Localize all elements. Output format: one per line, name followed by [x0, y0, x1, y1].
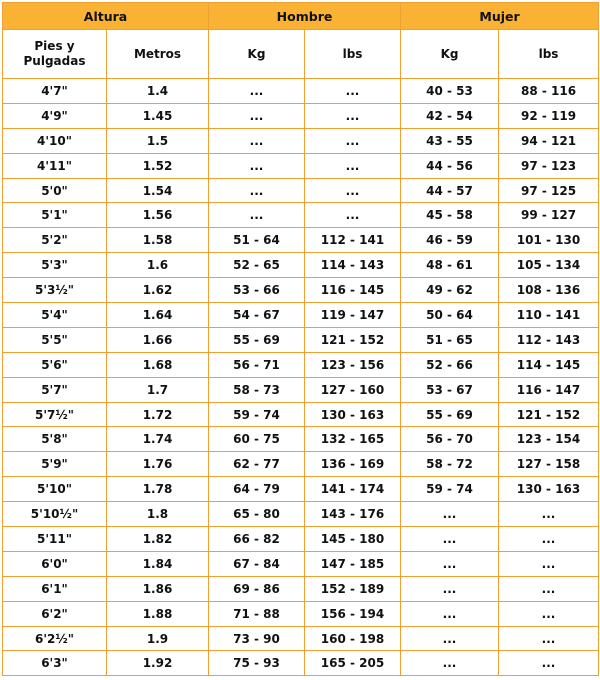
- table-row: [3, 303, 599, 328]
- table-row: [3, 79, 599, 104]
- mujer-kg-cell: ...: [401, 527, 499, 552]
- hombre-lbs-cell: 119 - 147: [305, 303, 401, 328]
- hombre-kg-cell: 65 - 80: [209, 502, 305, 527]
- metros-cell: 1.5: [107, 128, 209, 153]
- pies-cell: 6'2": [3, 601, 107, 626]
- mujer-lbs-cell: ...: [499, 576, 599, 601]
- pies-cell: 5'1": [3, 203, 107, 228]
- table-row: [3, 103, 599, 128]
- table-row: [3, 278, 599, 303]
- hombre-lbs-cell: ...: [305, 203, 401, 228]
- hombre-kg-cell: ...: [209, 79, 305, 104]
- metros-cell: 1.7: [107, 377, 209, 402]
- mujer-lbs-cell: 130 - 163: [499, 477, 599, 502]
- mujer-kg-cell: 48 - 61: [401, 253, 499, 278]
- pies-cell: 6'1": [3, 576, 107, 601]
- pies-cell: 4'7": [3, 79, 107, 104]
- hombre-lbs-cell: 165 - 205: [305, 651, 401, 676]
- table-row: [3, 477, 599, 502]
- hombre-lbs-cell: 123 - 156: [305, 352, 401, 377]
- mujer-lbs-cell: 101 - 130: [499, 228, 599, 253]
- hombre-kg-cell: 60 - 75: [209, 427, 305, 452]
- mujer-lbs-cell: 110 - 141: [499, 303, 599, 328]
- pies-cell: 5'6": [3, 352, 107, 377]
- mujer-lbs-cell: ...: [499, 601, 599, 626]
- hombre-lbs-cell: ...: [305, 103, 401, 128]
- mujer-lbs-cell: 88 - 116: [499, 79, 599, 104]
- hombre-lbs-cell: 127 - 160: [305, 377, 401, 402]
- mujer-lbs-cell: 121 - 152: [499, 402, 599, 427]
- table-row: [3, 502, 599, 527]
- hombre-lbs-cell: ...: [305, 128, 401, 153]
- table-row: [3, 452, 599, 477]
- table-row: [3, 203, 599, 228]
- hombre-kg-cell: 55 - 69: [209, 327, 305, 352]
- group-header-row: [3, 3, 599, 30]
- metros-cell: 1.52: [107, 153, 209, 178]
- mujer-lbs-cell: 116 - 147: [499, 377, 599, 402]
- hombre-kg-cell: 73 - 90: [209, 626, 305, 651]
- hombre-lbs-header: lbs: [305, 30, 401, 79]
- hombre-lbs-cell: ...: [305, 178, 401, 203]
- pies-cell: 6'3": [3, 651, 107, 676]
- pies-cell: 4'11": [3, 153, 107, 178]
- mujer-lbs-cell: 92 - 119: [499, 103, 599, 128]
- hombre-lbs-cell: 114 - 143: [305, 253, 401, 278]
- table-row: [3, 228, 599, 253]
- mujer-kg-cell: 44 - 57: [401, 178, 499, 203]
- table-row: [3, 128, 599, 153]
- mujer-lbs-cell: 99 - 127: [499, 203, 599, 228]
- hombre-lbs-cell: 136 - 169: [305, 452, 401, 477]
- mujer-kg-cell: 53 - 67: [401, 377, 499, 402]
- pies-cell: 5'3": [3, 253, 107, 278]
- table-row: [3, 527, 599, 552]
- mujer-kg-cell: ...: [401, 651, 499, 676]
- metros-cell: 1.76: [107, 452, 209, 477]
- mujer-kg-header: Kg: [401, 30, 499, 79]
- table-row: [3, 153, 599, 178]
- table-row: [3, 427, 599, 452]
- table-row: [3, 352, 599, 377]
- metros-cell: 1.74: [107, 427, 209, 452]
- table-row: [3, 601, 599, 626]
- hombre-kg-cell: 54 - 67: [209, 303, 305, 328]
- metros-cell: 1.6: [107, 253, 209, 278]
- mujer-lbs-cell: ...: [499, 651, 599, 676]
- hombre-kg-cell: 59 - 74: [209, 402, 305, 427]
- hombre-kg-cell: ...: [209, 203, 305, 228]
- mujer-kg-cell: 42 - 54: [401, 103, 499, 128]
- hombre-kg-cell: ...: [209, 103, 305, 128]
- metros-cell: 1.84: [107, 551, 209, 576]
- mujer-kg-cell: 58 - 72: [401, 452, 499, 477]
- mujer-lbs-cell: 97 - 123: [499, 153, 599, 178]
- pies-cell: 5'10½": [3, 502, 107, 527]
- pies-cell: 4'9": [3, 103, 107, 128]
- hombre-lbs-cell: 160 - 198: [305, 626, 401, 651]
- mujer-lbs-cell: 123 - 154: [499, 427, 599, 452]
- metros-cell: 1.56: [107, 203, 209, 228]
- hombre-kg-cell: ...: [209, 178, 305, 203]
- metros-cell: 1.92: [107, 651, 209, 676]
- hombre-lbs-cell: 152 - 189: [305, 576, 401, 601]
- hombre-lbs-cell: ...: [305, 153, 401, 178]
- hombre-kg-header: Kg: [209, 30, 305, 79]
- hombre-lbs-cell: ...: [305, 79, 401, 104]
- hombre-kg-cell: 75 - 93: [209, 651, 305, 676]
- mujer-kg-cell: ...: [401, 502, 499, 527]
- table-row: [3, 253, 599, 278]
- pies-header: Pies y Pulgadas: [3, 30, 107, 79]
- mujer-kg-cell: ...: [401, 576, 499, 601]
- pies-cell: 5'9": [3, 452, 107, 477]
- mujer-kg-cell: ...: [401, 626, 499, 651]
- altura-header: Altura: [3, 3, 209, 30]
- metros-cell: 1.62: [107, 278, 209, 303]
- hombre-lbs-cell: 121 - 152: [305, 327, 401, 352]
- mujer-lbs-cell: 105 - 134: [499, 253, 599, 278]
- pies-cell: 5'5": [3, 327, 107, 352]
- pies-cell: 5'3½": [3, 278, 107, 303]
- hombre-kg-cell: 67 - 84: [209, 551, 305, 576]
- table-body: [3, 79, 599, 676]
- mujer-lbs-cell: ...: [499, 551, 599, 576]
- table-row: [3, 651, 599, 676]
- pies-cell: 5'10": [3, 477, 107, 502]
- metros-cell: 1.68: [107, 352, 209, 377]
- hombre-lbs-cell: 143 - 176: [305, 502, 401, 527]
- metros-cell: 1.82: [107, 527, 209, 552]
- metros-cell: 1.4: [107, 79, 209, 104]
- hombre-kg-cell: 66 - 82: [209, 527, 305, 552]
- pies-cell: 5'4": [3, 303, 107, 328]
- hombre-lbs-cell: 147 - 185: [305, 551, 401, 576]
- mujer-lbs-cell: ...: [499, 502, 599, 527]
- mujer-lbs-header: lbs: [499, 30, 599, 79]
- table-row: [3, 551, 599, 576]
- pies-cell: 5'7½": [3, 402, 107, 427]
- metros-cell: 1.78: [107, 477, 209, 502]
- mujer-lbs-cell: 127 - 158: [499, 452, 599, 477]
- mujer-kg-cell: 49 - 62: [401, 278, 499, 303]
- hombre-lbs-cell: 145 - 180: [305, 527, 401, 552]
- mujer-kg-cell: 52 - 66: [401, 352, 499, 377]
- hombre-kg-cell: ...: [209, 153, 305, 178]
- pies-cell: 5'0": [3, 178, 107, 203]
- hombre-lbs-cell: 130 - 163: [305, 402, 401, 427]
- hombre-lbs-cell: 116 - 145: [305, 278, 401, 303]
- mujer-lbs-cell: 97 - 125: [499, 178, 599, 203]
- mujer-lbs-cell: ...: [499, 626, 599, 651]
- mujer-kg-cell: 56 - 70: [401, 427, 499, 452]
- mujer-kg-cell: ...: [401, 601, 499, 626]
- mujer-kg-cell: 59 - 74: [401, 477, 499, 502]
- hombre-kg-cell: 56 - 71: [209, 352, 305, 377]
- table-row: [3, 327, 599, 352]
- hombre-kg-cell: 52 - 65: [209, 253, 305, 278]
- table-row: [3, 377, 599, 402]
- table-row: [3, 576, 599, 601]
- hombre-header: Hombre: [209, 3, 401, 30]
- metros-header: Metros: [107, 30, 209, 79]
- hombre-kg-cell: 62 - 77: [209, 452, 305, 477]
- metros-cell: 1.9: [107, 626, 209, 651]
- mujer-lbs-cell: 108 - 136: [499, 278, 599, 303]
- hombre-kg-cell: 64 - 79: [209, 477, 305, 502]
- height-weight-table: [2, 2, 599, 676]
- mujer-lbs-cell: 94 - 121: [499, 128, 599, 153]
- table-row: [3, 626, 599, 651]
- metros-cell: 1.86: [107, 576, 209, 601]
- mujer-kg-cell: 51 - 65: [401, 327, 499, 352]
- metros-cell: 1.66: [107, 327, 209, 352]
- mujer-kg-cell: 43 - 55: [401, 128, 499, 153]
- pies-cell: 5'2": [3, 228, 107, 253]
- metros-cell: 1.45: [107, 103, 209, 128]
- pies-cell: 5'8": [3, 427, 107, 452]
- hombre-lbs-cell: 132 - 165: [305, 427, 401, 452]
- mujer-lbs-cell: ...: [499, 527, 599, 552]
- metros-cell: 1.64: [107, 303, 209, 328]
- pies-cell: 4'10": [3, 128, 107, 153]
- mujer-kg-cell: ...: [401, 551, 499, 576]
- metros-cell: 1.58: [107, 228, 209, 253]
- table-row: [3, 402, 599, 427]
- hombre-kg-cell: 69 - 86: [209, 576, 305, 601]
- mujer-kg-cell: 55 - 69: [401, 402, 499, 427]
- mujer-kg-cell: 45 - 58: [401, 203, 499, 228]
- mujer-header: Mujer: [401, 3, 599, 30]
- hombre-kg-cell: 58 - 73: [209, 377, 305, 402]
- pies-cell: 5'7": [3, 377, 107, 402]
- hombre-kg-cell: 53 - 66: [209, 278, 305, 303]
- pies-cell: 6'0": [3, 551, 107, 576]
- mujer-kg-cell: 44 - 56: [401, 153, 499, 178]
- hombre-kg-cell: 71 - 88: [209, 601, 305, 626]
- pies-cell: 6'2½": [3, 626, 107, 651]
- pies-cell: 5'11": [3, 527, 107, 552]
- hombre-lbs-cell: 112 - 141: [305, 228, 401, 253]
- hombre-kg-cell: ...: [209, 128, 305, 153]
- hombre-kg-cell: 51 - 64: [209, 228, 305, 253]
- metros-cell: 1.72: [107, 402, 209, 427]
- metros-cell: 1.54: [107, 178, 209, 203]
- metros-cell: 1.8: [107, 502, 209, 527]
- hombre-lbs-cell: 156 - 194: [305, 601, 401, 626]
- column-header-row: [3, 30, 599, 79]
- mujer-kg-cell: 46 - 59: [401, 228, 499, 253]
- mujer-lbs-cell: 112 - 143: [499, 327, 599, 352]
- table-row: [3, 178, 599, 203]
- metros-cell: 1.88: [107, 601, 209, 626]
- mujer-kg-cell: 40 - 53: [401, 79, 499, 104]
- mujer-lbs-cell: 114 - 145: [499, 352, 599, 377]
- mujer-kg-cell: 50 - 64: [401, 303, 499, 328]
- hombre-lbs-cell: 141 - 174: [305, 477, 401, 502]
